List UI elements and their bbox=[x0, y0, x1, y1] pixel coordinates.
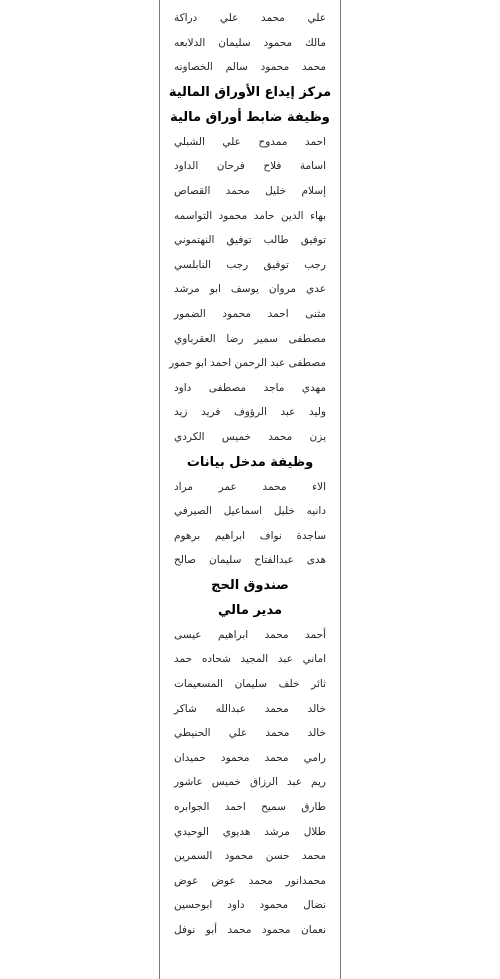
list-item: محمد حسن محمود السمرين bbox=[174, 850, 326, 863]
section-heading-financial-manager: مدير مالي bbox=[217, 602, 283, 618]
list-item: مالك محمود سليمان الدلابعه bbox=[174, 36, 326, 49]
list-item: وليد عبد الرؤوف فريد زيد bbox=[174, 406, 326, 419]
list-item: مصطفى عبد الرحمن احمد ابو حمور bbox=[169, 357, 326, 370]
names-column bbox=[160, 6, 340, 943]
list-item: رجب توفيق رجب النابلسي bbox=[174, 258, 326, 271]
list-item: طارق سميح احمد الجوابره bbox=[174, 801, 326, 814]
column-rule-right bbox=[340, 0, 341, 979]
list-item: خالد محمد علي الحنيطي bbox=[174, 727, 326, 740]
list-item: هدى عبدالفتاح سليمان صالح bbox=[174, 554, 326, 567]
section-heading-securities-depository: مركز إيداع الأوراق المالية bbox=[168, 84, 332, 100]
list-item: احمد ممدوح علي الشبلي bbox=[174, 135, 326, 148]
list-item: اماني عبد المجيد شحاده حمد bbox=[174, 653, 326, 666]
list-item: علي محمد علي دراكة bbox=[174, 12, 326, 24]
list-item: دانيه خليل اسماعيل الصيرفي bbox=[174, 505, 326, 518]
list-item: ريم عبد الرزاق خميس عاشور bbox=[174, 776, 326, 789]
list-item: خالد محمد عبدالله شاكر bbox=[174, 702, 326, 715]
list-item: طلال مرشد هديوي الوحيدي bbox=[174, 825, 326, 838]
section-heading-data-entry: وظيفة مدخل بيانات bbox=[186, 454, 314, 470]
list-item: ثائر خلف سليمان المسعيمات bbox=[174, 678, 326, 691]
list-item: يزن محمد خميس الكردي bbox=[174, 430, 326, 443]
list-item: اسامة فلاح فرحان الداود bbox=[174, 160, 326, 173]
list-item: أحمد محمد ابراهيم عيسى bbox=[174, 628, 326, 641]
list-item: نعمان محمود محمد أبو نوفل bbox=[174, 924, 326, 936]
list-item: محمد محمود سالم الخصاونه bbox=[174, 61, 326, 74]
list-item: توفيق طالب توفيق النهتموني bbox=[174, 234, 326, 247]
list-item: إسلام خليل محمد القصاص bbox=[174, 184, 326, 197]
list-item: ساجدة نواف ابراهيم برهوم bbox=[174, 529, 326, 542]
list-item: بهاء الدين حامد محمود التواسمه bbox=[174, 209, 326, 222]
list-item: رامي محمد محمود حميدان bbox=[174, 751, 326, 764]
section-heading-hajj-fund: صندوق الحج bbox=[211, 577, 289, 593]
list-item: مثنى احمد محمود الضمور bbox=[174, 307, 326, 320]
list-item: مهدي ماجد مصطفى داود bbox=[174, 381, 326, 394]
list-item: عدي مروان يوسف ابو مرشد bbox=[174, 283, 326, 296]
list-item: محمدانور محمد عوض عوض bbox=[174, 874, 326, 887]
section-heading-securities-officer: وظيفة ضابط أوراق مالية bbox=[170, 109, 330, 125]
list-item: نضال محمود داود ابوحسين bbox=[174, 899, 326, 912]
list-item: الاء محمد عمر مراد bbox=[174, 480, 326, 493]
list-item: مصطفى سمير رضا العقرباوي bbox=[174, 332, 326, 345]
